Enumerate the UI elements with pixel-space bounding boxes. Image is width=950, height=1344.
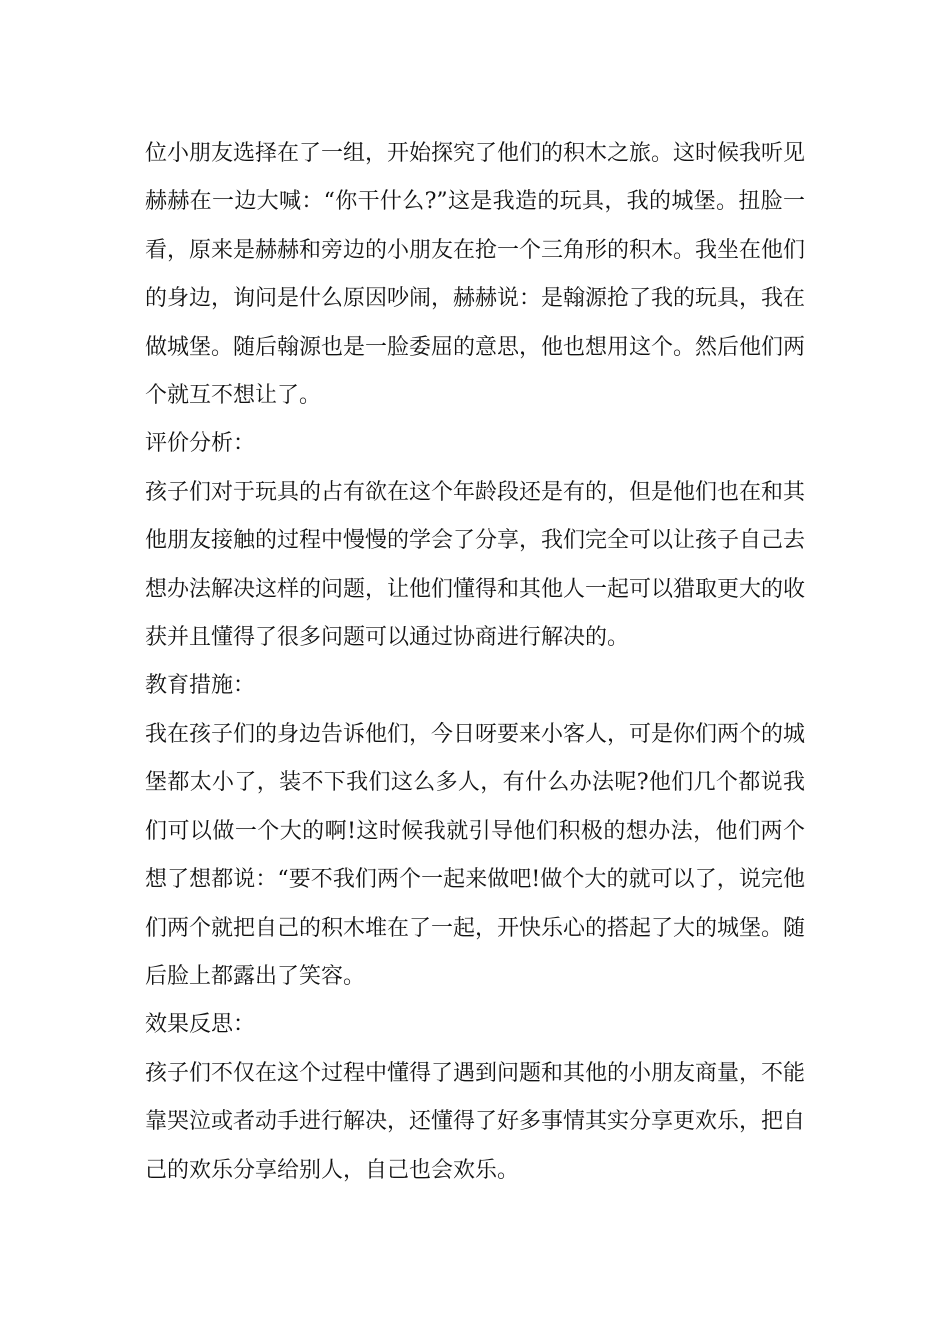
heading-education-measures: 教育措施： <box>145 673 256 699</box>
paragraph-measures: 我在孩子们的身边告诉他们，今日呀要来小客人，可是你们两个的城堡都太小了，装不下我们这么多人，有什么办法呢?他们几个都说我们可以做一个大的啊!这时候我就引导他们积极的想办法，他们两个想了想都说：“要不我们两个一起来做吧!做个大的就可以了，说完他们两个就把自己的积木堆在了一起，开快乐心的搭起了大的城堡。随后脸上都露出了笑容。 <box>145 721 806 989</box>
paragraph-story: 位小朋友选择在了一组，开始探究了他们的积木之旅。这时候我听见赫赫在一边大喊：“你干什么?”这是我造的玩具，我的城堡。扭脸一看，原来是赫赫和旁边的小朋友在抢一个三角形的积木。我坐在他们的身边，询问是什么原因吵闹，赫赫说：是翰源抢了我的玩具，我在做城堡。随后翰源也是一脸委屈的意思，他也想用这个。然后他们两个就互不想让了。 <box>145 141 806 409</box>
document-body <box>145 130 805 1195</box>
heading-evaluation-analysis: 评价分析： <box>145 431 256 457</box>
paragraph-reflection: 孩子们不仅在这个过程中懂得了遇到问题和其他的小朋友商量，不能靠哭泣或者动手进行解决，还懂得了好多事情其实分享更欢乐，把自己的欢乐分享给别人，自己也会欢乐。 <box>145 1060 806 1183</box>
heading-effect-reflection: 效果反思： <box>145 1012 256 1038</box>
paragraph-evaluation: 孩子们对于玩具的占有欲在这个年龄段还是有的，但是他们也在和其他朋友接触的过程中慢慢的学会了分享，我们完全可以让孩子自己去想办法解决这样的问题，让他们懂得和其他人一起可以猎取更大的收获并且懂得了很多问题可以通过协商进行解决的。 <box>145 479 806 651</box>
